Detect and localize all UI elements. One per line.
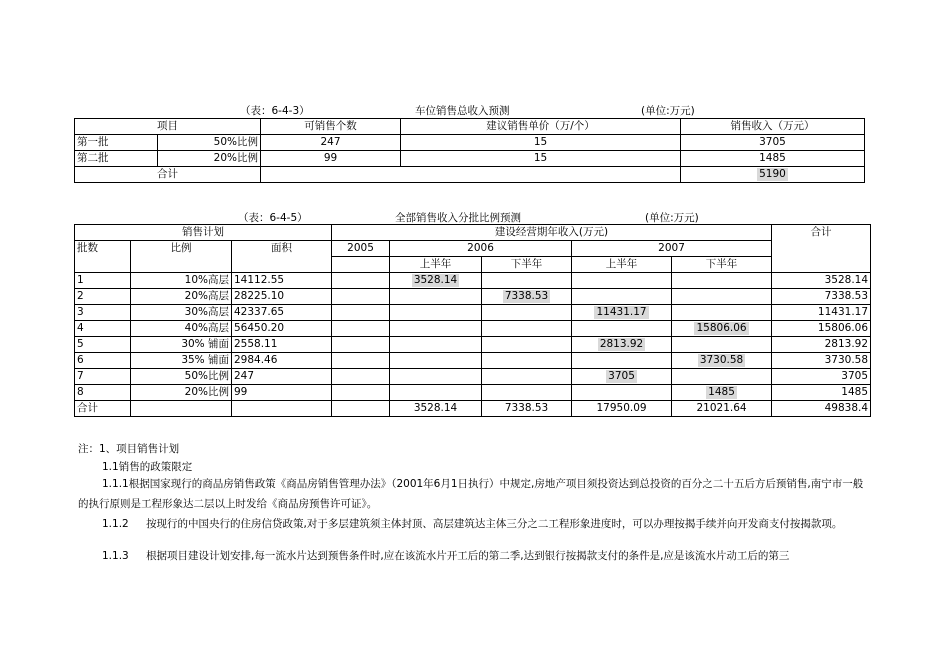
ratio-cell: 10%高层 [131,273,232,289]
sum-label: 合计 [75,401,131,417]
header-annual-income: 建设经营期年收入(万元) [332,225,772,241]
ratio-cell: 20%高层 [131,289,232,305]
table-row [75,337,871,353]
col-2006-second-half [482,289,572,305]
col-2007-first-half-value: 2813.92 [599,338,644,350]
batch-number: 8 [75,385,131,401]
sum-total: 49838.4 [772,401,871,417]
col-2005 [332,385,390,401]
table1-total-value-cell [681,167,865,183]
table1-total-label: 合计 [75,167,261,183]
table2-caption-unit: (单位:万元) [645,212,699,224]
policy-subtitle: 1.1销售的政策限定 [102,461,193,473]
col-2005 [332,321,390,337]
col-2007-second-half [672,369,772,385]
col-2007-second-half [672,385,772,401]
table-row [75,353,871,369]
table-row [75,321,871,337]
batch-number: 2 [75,289,131,305]
area-cell: 2984.46 [232,353,332,369]
col-2007-first-half [572,305,672,321]
sum-blank [332,401,390,417]
table1-caption-id: （表：6-4-3） [240,105,310,117]
table1-caption-unit: (单位:万元) [641,105,695,117]
note-title: 注：1、项目销售计划 [78,443,180,455]
table2-header-row-2 [75,241,871,257]
batch-label: 第二批 [75,151,158,167]
batch-number: 4 [75,321,131,337]
table-row [75,135,865,151]
col-2007-first-half-value: 3705 [608,370,635,382]
col-2006-first-half [390,305,482,321]
col-2006-first-half [390,273,482,289]
car-park-revenue-table [74,118,865,183]
price-cell: 15 [401,135,681,151]
col-2006-second-half [482,385,572,401]
header-2006-first-half: 上半年 [390,257,482,273]
table1-total-blank [261,167,681,183]
col-2006-second-half [482,273,572,289]
col-2006-second-half [482,321,572,337]
table1-header-item: 项目 [75,119,261,135]
batch-number: 6 [75,353,131,369]
paragraph-1-1-3-text: 根据项目建设计划安排,每一流水片达到预售条件时,应在该流水片开工后的第二季,达到银行按揭款支付的条件是,应是该流水片动工后的第三 [146,550,790,562]
table2-caption-title: 全部销售收入分批比例预测 [395,212,521,224]
revenue-cell: 1485 [681,151,865,167]
table-row [75,369,871,385]
area-cell: 56450.20 [232,321,332,337]
header-year-2005: 2005 [332,241,390,257]
col-2007-first-half-value: 11431.17 [596,306,647,318]
row-total: 3705 [772,369,871,385]
table-row [75,289,871,305]
col-2007-second-half [672,273,772,289]
col-2007-second-half [672,353,772,369]
area-cell: 247 [232,369,332,385]
col-2005 [332,353,390,369]
header-2007-first-half: 上半年 [572,257,672,273]
ratio-cell: 50%比例 [158,135,261,151]
col-2007-second-half [672,305,772,321]
col-2005 [332,337,390,353]
header-area: 面积 [232,241,332,273]
paragraph-1-1-2-text: 按现行的中国央行的住房信贷政策,对于多层建筑须主体封顶、高层建筑达主体三分之二工程形象进度时，可以办理按揭手续并向开发商支付按揭款项。 [146,518,843,530]
col-2006-first-half [390,369,482,385]
sales-schedule-table [74,224,871,417]
col-2005 [332,369,390,385]
area-cell: 28225.10 [232,289,332,305]
col-2007-second-half-value: 3730.58 [699,354,744,366]
col-2006-first-half [390,353,482,369]
sum-blank [131,401,232,417]
area-cell: 14112.55 [232,273,332,289]
col-2005 [332,273,390,289]
col-2007-first-half [572,321,672,337]
ratio-cell: 30% 铺面 [131,337,232,353]
row-total: 11431.17 [772,305,871,321]
table2-caption-id: （表：6-4-5） [238,212,308,224]
table-row [75,151,865,167]
header-ratio: 比例 [131,241,232,273]
col-2006-second-half [482,369,572,385]
table-row [75,273,871,289]
col-2007-second-half [672,337,772,353]
col-2007-first-half [572,337,672,353]
paragraph-1-1-3-number: 1.1.3 [102,550,129,562]
table1-header-revenue: 销售收入（万元） [681,119,865,135]
header-total: 合计 [772,225,871,273]
ratio-cell: 20%比例 [158,151,261,167]
col-2005 [332,305,390,321]
ratio-cell: 50%比例 [131,369,232,385]
count-cell: 247 [261,135,401,151]
price-cell: 15 [401,151,681,167]
header-batch: 批数 [75,241,131,273]
ratio-cell: 35% 铺面 [131,353,232,369]
sum-2006-first-half: 3528.14 [390,401,482,417]
col-2007-second-half-value: 1485 [708,386,735,398]
col-2006-second-half [482,337,572,353]
col-2006-first-half [390,337,482,353]
col-2006-second-half-value: 7338.53 [504,290,549,302]
table1-header-count: 可销售个数 [261,119,401,135]
col-2007-first-half [572,289,672,305]
col-2007-first-half [572,353,672,369]
paragraph-1-1-2 [78,514,868,534]
table1-total-value: 5190 [759,168,786,180]
col-2006-first-half [390,289,482,305]
batch-number: 1 [75,273,131,289]
paragraph-1-1-1: 1.1.1根据国家现行的商品房销售政策《商品房销售管理办法》（2001年6月1日执行）中规定,房地产项目须投资达到总投资的百分之二十五后方后预销售,南宁市一般的执行原则是工程形象达二层以上时发给《商品房预售许可证》。 [78,478,864,510]
sum-2007-second-half: 21021.64 [672,401,772,417]
col-2006-first-half [390,385,482,401]
row-total: 15806.06 [772,321,871,337]
row-total: 3730.58 [772,353,871,369]
table-row [75,305,871,321]
col-2007-second-half-value: 15806.06 [696,322,747,334]
paragraph-1-1-3 [78,546,868,566]
area-cell: 2558.11 [232,337,332,353]
header-2005-blank [332,257,390,273]
col-2007-first-half [572,385,672,401]
row-total: 2813.92 [772,337,871,353]
sum-blank [232,401,332,417]
col-2007-first-half [572,273,672,289]
header-year-2006: 2006 [390,241,572,257]
sum-2006-second-half: 7338.53 [482,401,572,417]
header-year-2007: 2007 [572,241,772,257]
batch-number: 5 [75,337,131,353]
row-total: 7338.53 [772,289,871,305]
ratio-cell: 20%比例 [131,385,232,401]
ratio-cell: 40%高层 [131,321,232,337]
col-2007-second-half [672,321,772,337]
paragraph-1-1-2-number: 1.1.2 [102,518,129,530]
col-2005 [332,289,390,305]
row-total: 3528.14 [772,273,871,289]
col-2007-second-half [672,289,772,305]
area-cell: 99 [232,385,332,401]
table2-header-row-1 [75,225,871,241]
table1-header-row [75,119,865,135]
row-total: 1485 [772,385,871,401]
header-2007-second-half: 下半年 [672,257,772,273]
table1-caption-title: 车位销售总收入预测 [415,105,510,117]
header-sales-plan: 销售计划 [75,225,332,241]
batch-label: 第一批 [75,135,158,151]
batch-number: 3 [75,305,131,321]
sum-2007-first-half: 17950.09 [572,401,672,417]
table1-total-row [75,167,865,183]
header-2006-second-half: 下半年 [482,257,572,273]
col-2006-second-half [482,305,572,321]
col-2007-first-half [572,369,672,385]
area-cell: 42337.65 [232,305,332,321]
count-cell: 99 [261,151,401,167]
table1-header-price: 建议销售单价（万/个） [401,119,681,135]
table2-sum-row [75,401,871,417]
batch-number: 7 [75,369,131,385]
revenue-cell: 3705 [681,135,865,151]
table-row [75,385,871,401]
ratio-cell: 30%高层 [131,305,232,321]
col-2006-first-half-value: 3528.14 [413,274,458,286]
col-2006-first-half [390,321,482,337]
col-2006-second-half [482,353,572,369]
